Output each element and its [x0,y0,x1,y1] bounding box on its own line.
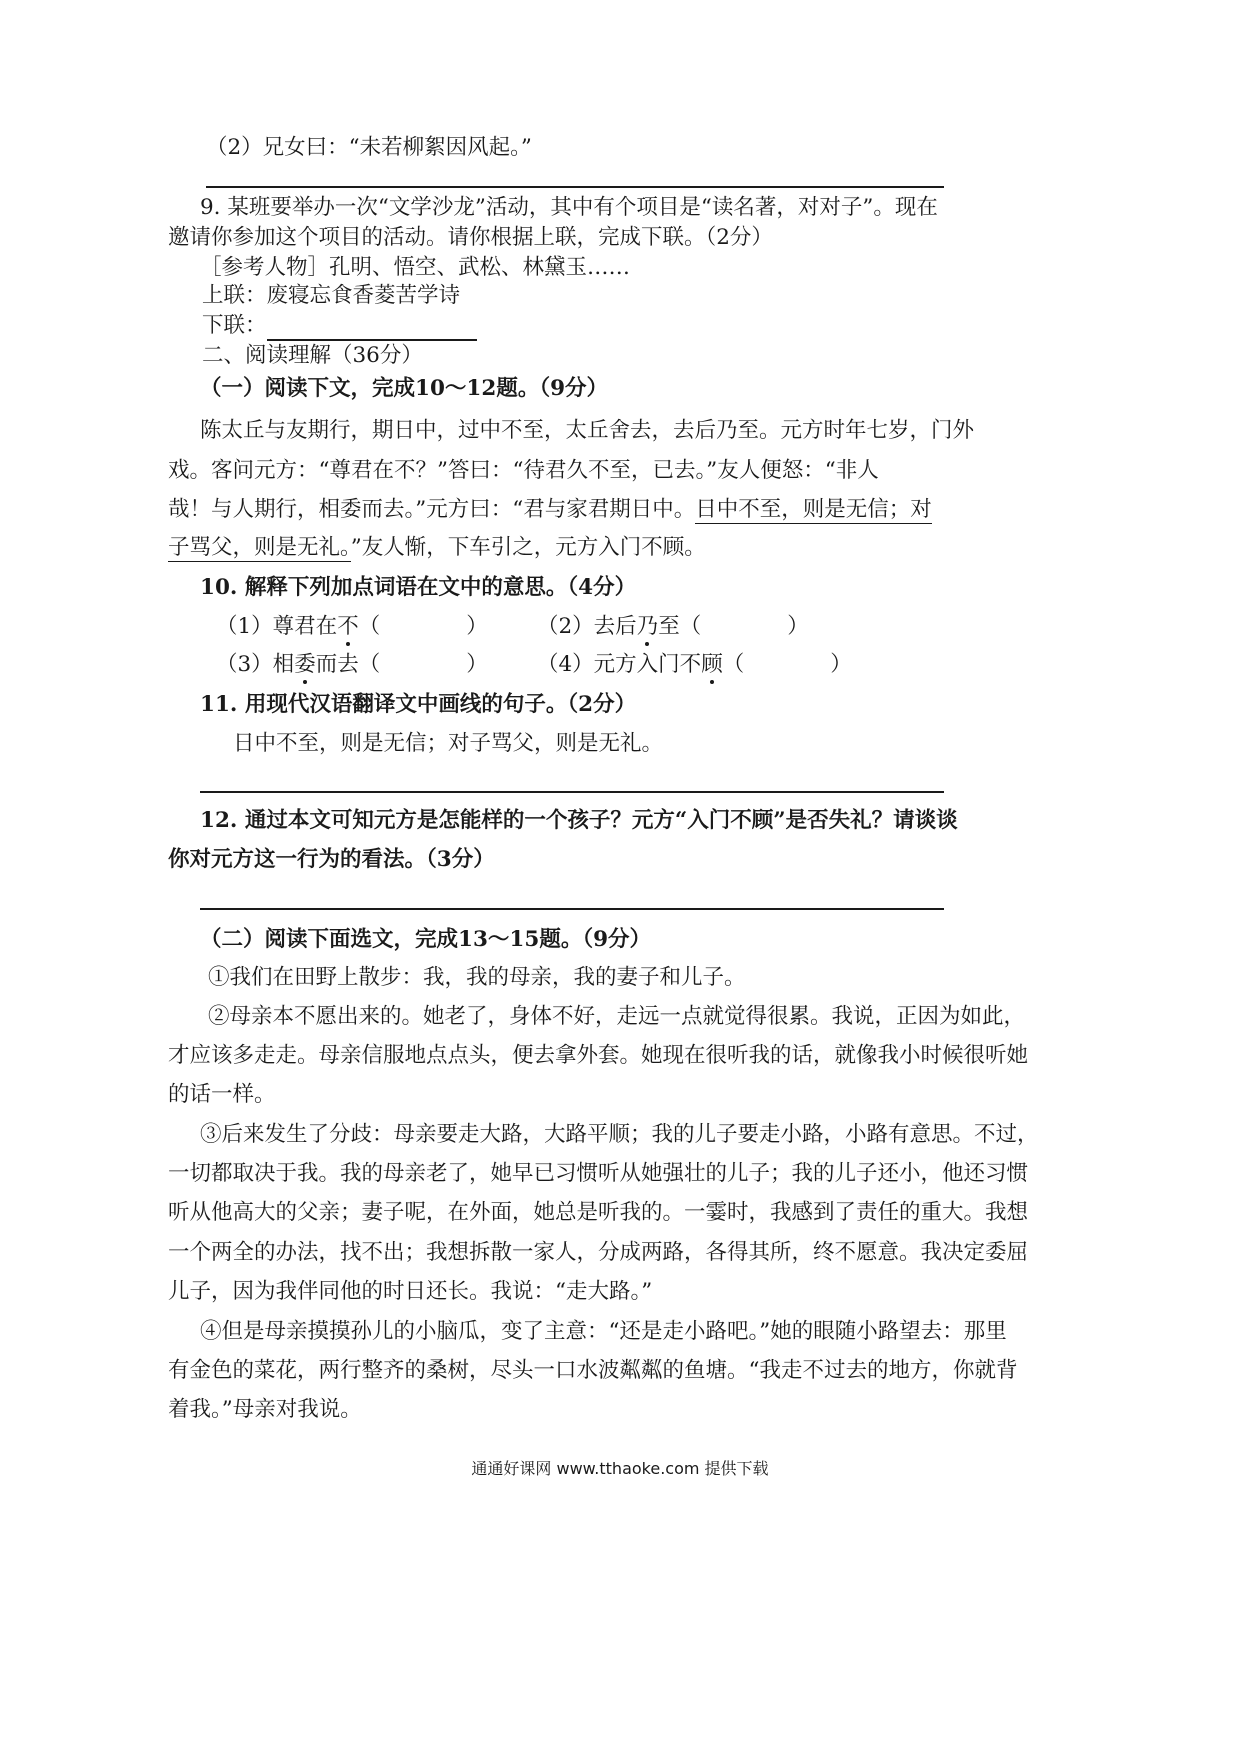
subsection-2-heading: （二）阅读下面选文，完成13～15题。（9分） [200,927,652,952]
passage2-p2-line3: 的话一样。 [168,1082,276,1107]
q10-item-4-post: （ ） [722,652,852,677]
q10-item-1-pre: （1）尊君在 [216,614,338,639]
passage1-line3-text: 哉！与人期行，相委而去。”元方曰：“君与家君期日中。 [168,497,696,522]
passage1-line4 [168,533,706,563]
q10-item-2 [537,612,809,642]
passage2-p3-line3: 听从他高大的父亲；妻子呢，在外面，她总是听我的。一霎时，我感到了责任的重大。我想 [168,1200,1029,1225]
footer-credit: 通通好课网 www.tthaoke.com 提供下载 [471,1459,769,1478]
lower-couplet-label: 下联： [202,313,267,338]
answer-line-q8 [206,186,944,188]
passage1-line2: 戏。客问元方：“尊君在不？”答曰：“待君久不至，已去。”友人便怒：“非人 [168,458,879,483]
passage2-p4-line2: 有金色的菜花，两行整齐的桑树，尽头一口水波粼粼的鱼塘。“我走不过去的地方，你就背 [168,1358,1018,1383]
q10-item-1-post: （ ） [358,614,488,639]
passage2-p3-line5: 儿子，因为我伴同他的时日还长。我说：“走大路。” [168,1279,653,1304]
q10-item-2-post: 至（ ） [658,614,809,639]
q10-item-2-pre: （2）去后 [537,614,637,639]
subsection-1-heading: （一）阅读下文，完成10～12题。（9分） [200,376,609,401]
q10-item-3 [216,650,488,680]
answer-line-q11 [200,791,944,793]
underlined-sentence-part2: 子骂父，则是无礼。 [168,535,351,560]
q10-item-3-dotted: 委 [294,652,316,677]
q10-item-4 [537,650,852,680]
q10-item-4-dotted: 顾 [701,652,723,677]
section-heading: 二、阅读理解（36分） [202,343,423,368]
q9-lower-couplet [202,311,477,341]
underlined-sentence-part1: 日中不至，则是无信；对 [695,497,932,522]
passage2-p4-line3: 着我。”母亲对我说。 [168,1397,362,1422]
q10-item-1 [216,612,488,642]
q10-item-3-post: 而去（ ） [315,652,488,677]
q10-item-1-dotted: 不 [337,614,359,639]
passage1-line3 [168,495,932,525]
q9-line1: 9. 某班要举办一次“文学沙龙”活动，其中有个项目是“读名著，对对子”。现在 [200,195,938,220]
passage2-p4-line1: ④但是母亲摸摸孙儿的小脑瓜，变了主意：“还是走小路吧。”她的眼随小路望去：那里 [200,1319,1007,1344]
q10-prompt: 10. 解释下列加点词语在文中的意思。（4分） [200,575,637,600]
passage2-p1: ①我们在田野上散步：我，我的母亲，我的妻子和儿子。 [208,965,746,990]
passage2-p3-line1: ③后来发生了分歧：母亲要走大路，大路平顺；我的儿子要走小路，小路有意思。不过， [200,1122,1039,1147]
passage2-p2-line1: ②母亲本不愿出来的。她老了，身体不好，走远一点就觉得很累。我说，正因为如此， [208,1004,1026,1029]
answer-line-q12 [200,908,944,910]
q12-line2: 你对元方这一行为的看法。（3分） [168,847,495,872]
passage2-p3-line4: 一个两全的办法，找不出；我想拆散一家人，分成两路，各得其所，终不愿意。我决定委屈 [168,1240,1029,1265]
q9-upper-couplet: 上联：废寝忘食香菱苦学诗 [202,283,461,308]
passage1-line1: 陈太丘与友期行，期日中，过中不至，太丘舍去，去后乃至。元方时年七岁，门外 [200,418,975,443]
lower-couplet-blank[interactable] [267,315,477,341]
q11-sentence: 日中不至，则是无信；对子骂父，则是无礼。 [233,731,664,756]
passage2-p2-line2: 才应该多走走。母亲信服地点点头，便去拿外套。她现在很听我的话，就像我小时候很听她 [168,1043,1029,1068]
q8-part2: （2）兄女曰：“未若柳絮因风起。” [206,135,532,160]
q9-line2: 邀请你参加这个项目的活动。请你根据上联，完成下联。（2分） [168,225,773,250]
passage2-p3-line2: 一切都取决于我。我的母亲老了，她早已习惯听从她强壮的儿子；我的儿子还小，他还习惯 [168,1161,1029,1186]
q12-line1: 12. 通过本文可知元方是怎能样的一个孩子？元方“入门不顾”是否失礼？请谈谈 [200,808,958,833]
q10-item-4-pre: （4）元方入门不 [537,652,702,677]
q10-item-3-pre: （3）相 [216,652,295,677]
q10-item-2-dotted: 乃 [636,614,659,639]
passage1-line4-text: ”友人惭，下车引之，元方入门不顾。 [350,535,706,560]
q11-prompt: 11. 用现代汉语翻译文中画线的句子。（2分） [200,692,637,717]
q9-reference: ［参考人物］孔明、悟空、武松、林黛玉…… [200,255,631,280]
